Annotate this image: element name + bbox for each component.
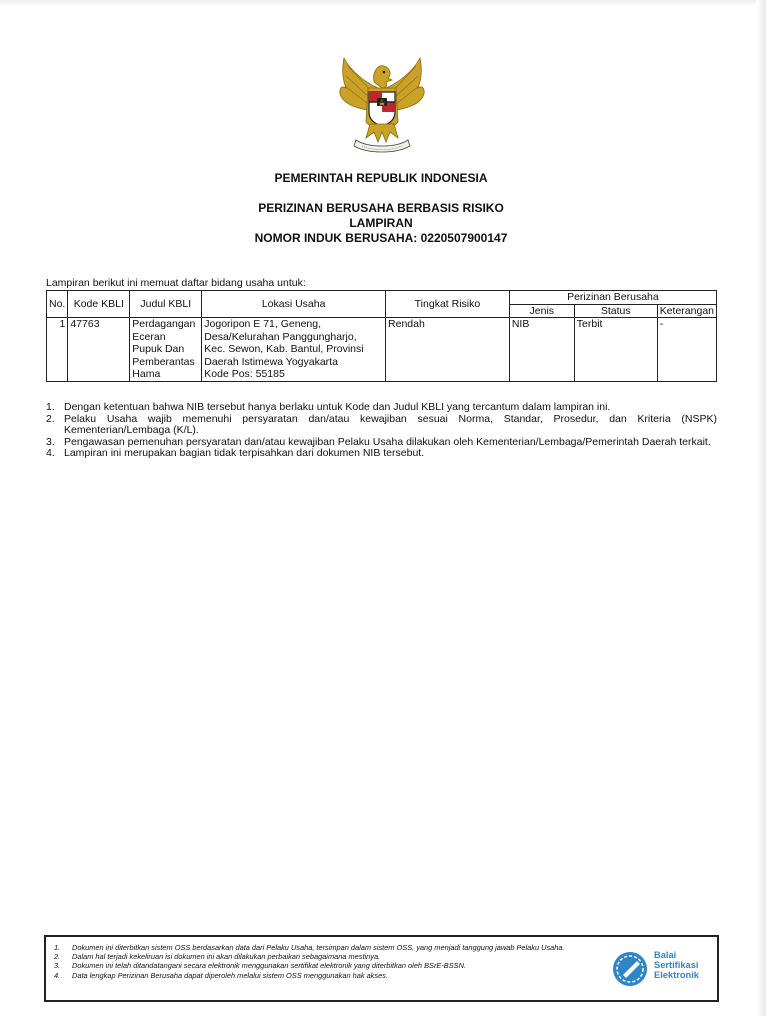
note-item	[46, 448, 717, 460]
footer-item	[54, 943, 614, 952]
footer-text: Dalam hal terjadi kekeliruan isi dokumen ini akan dilakukan perbaikan sebagaimana mestinya.	[72, 952, 381, 962]
bsre-logo	[612, 949, 712, 989]
cell-tingkat-risiko: Rendah	[386, 318, 510, 382]
footer-list	[54, 943, 614, 980]
cell-keterangan: -	[657, 318, 716, 382]
cell-jenis: NIB	[509, 318, 574, 382]
note-item	[46, 402, 717, 414]
note-number: 3.	[46, 435, 55, 448]
note-number: 1.	[46, 401, 55, 413]
judul-line: Perdagangan	[132, 318, 196, 330]
kbli-table	[46, 290, 717, 382]
cell-judul-kbli	[130, 318, 202, 382]
footer-number: 3.	[54, 961, 61, 971]
government-title: PEMERINTAH REPUBLIK INDONESIA	[274, 171, 488, 185]
intro-text: Lampiran berikut ini memuat daftar bidang usaha untuk:	[46, 277, 306, 289]
judul-line: Hama	[132, 368, 161, 380]
table-row	[47, 318, 717, 382]
nib-number: NOMOR INDUK BERUSAHA: 0220507900147	[254, 231, 508, 245]
cell-kode-kbli: 47763	[68, 318, 130, 382]
footer-text: Data lengkap Perizinan Berusaha dapat diperoleh melalui sistem OSS menggunakan hak akses.	[72, 970, 388, 980]
header-tingkat-risiko: Tingkat Risiko	[386, 291, 510, 318]
footer-text: Dokumen ini telah ditandatangani secara elektronik menggunakan sertifikat elektronik yang diterbitkan oleh BSrE-BSSN.	[72, 961, 466, 971]
judul-line: Pupuk Dan	[132, 343, 185, 355]
note-number: 2.	[46, 412, 55, 425]
cell-no: 1	[47, 318, 68, 382]
header-perizinan-berusaha: Perizinan Berusaha	[509, 291, 716, 305]
footer-item	[54, 961, 614, 970]
footer-number: 2.	[54, 952, 61, 962]
header-kode-kbli: Kode KBLI	[68, 291, 130, 318]
note-number: 4.	[46, 447, 55, 459]
document-subtitle: LAMPIRAN	[349, 216, 413, 230]
note-text: Pelaku Usaha wajib memenuhi persyaratan dan/atau kewajiban sesuai Norma, Standar, Prosedur, dan Kriteria (NSPK) Kementerian/Lembaga (K/L).	[64, 412, 717, 436]
page-edge-shadow	[756, 0, 766, 1016]
cell-status: Terbit	[574, 318, 657, 382]
judul-line: Eceran	[132, 330, 166, 343]
header-status: Status	[574, 304, 657, 318]
judul-line: Pemberantas	[132, 355, 195, 368]
lokasi-line: Desa/Kelurahan Panggungharjo,	[204, 330, 357, 343]
note-text: Dengan ketentuan bahwa NIB tersebut hanya berlaku untuk Kode dan Judul KBLI yang tercantum dalam lampiran ini.	[64, 401, 611, 413]
notes-list	[46, 402, 717, 460]
bsre-line: Sertifikasi	[654, 960, 699, 971]
note-text: Pengawasan pemenuhan persyaratan dan/atau kewajiban Pelaku Usaha dilakukan oleh Kementerian/Lembaga/Pemerintah Daerah terkait.	[64, 435, 711, 448]
footer-number: 1.	[54, 943, 61, 952]
bsre-logo-text	[654, 950, 699, 981]
lokasi-line: Kode Pos: 55185	[204, 368, 285, 380]
bsre-line: Balai	[654, 950, 677, 960]
lokasi-line: Daerah Istimewa Yogyakarta	[204, 355, 338, 368]
lokasi-line: Kec. Sewon, Kab. Bantul, Provinsi	[204, 343, 364, 355]
page-top-shadow	[0, 0, 766, 6]
header-no: No.	[47, 291, 68, 318]
lokasi-line: Jogoripon E 71, Geneng,	[204, 318, 322, 330]
cell-lokasi-usaha	[202, 318, 386, 382]
footer-number: 4.	[54, 970, 61, 980]
garuda-emblem	[334, 52, 430, 156]
note-item	[46, 414, 717, 437]
footer-item	[54, 971, 614, 980]
header-keterangan: Keterangan	[657, 304, 716, 318]
footer-disclaimer-box	[44, 935, 719, 1002]
header-judul-kbli: Judul KBLI	[130, 291, 202, 318]
note-text: Lampiran ini merupakan bagian tidak terpisahkan dari dokumen NIB tersebut.	[64, 447, 425, 459]
bsre-line: Elektronik	[654, 970, 699, 981]
document-title: PERIZINAN BERUSAHA BERBASIS RISIKO	[258, 201, 504, 215]
header-jenis: Jenis	[509, 304, 574, 318]
bsre-emblem-icon	[612, 951, 648, 987]
footer-text: Dokumen ini diterbitkan sistem OSS berdasarkan data dari Pelaku Usaha, tersimpan dalam sistem OSS, yang menjadi tanggung jawab Pelaku Usaha.	[72, 943, 565, 952]
header-lokasi-usaha: Lokasi Usaha	[202, 291, 386, 318]
footer-item	[54, 952, 614, 961]
